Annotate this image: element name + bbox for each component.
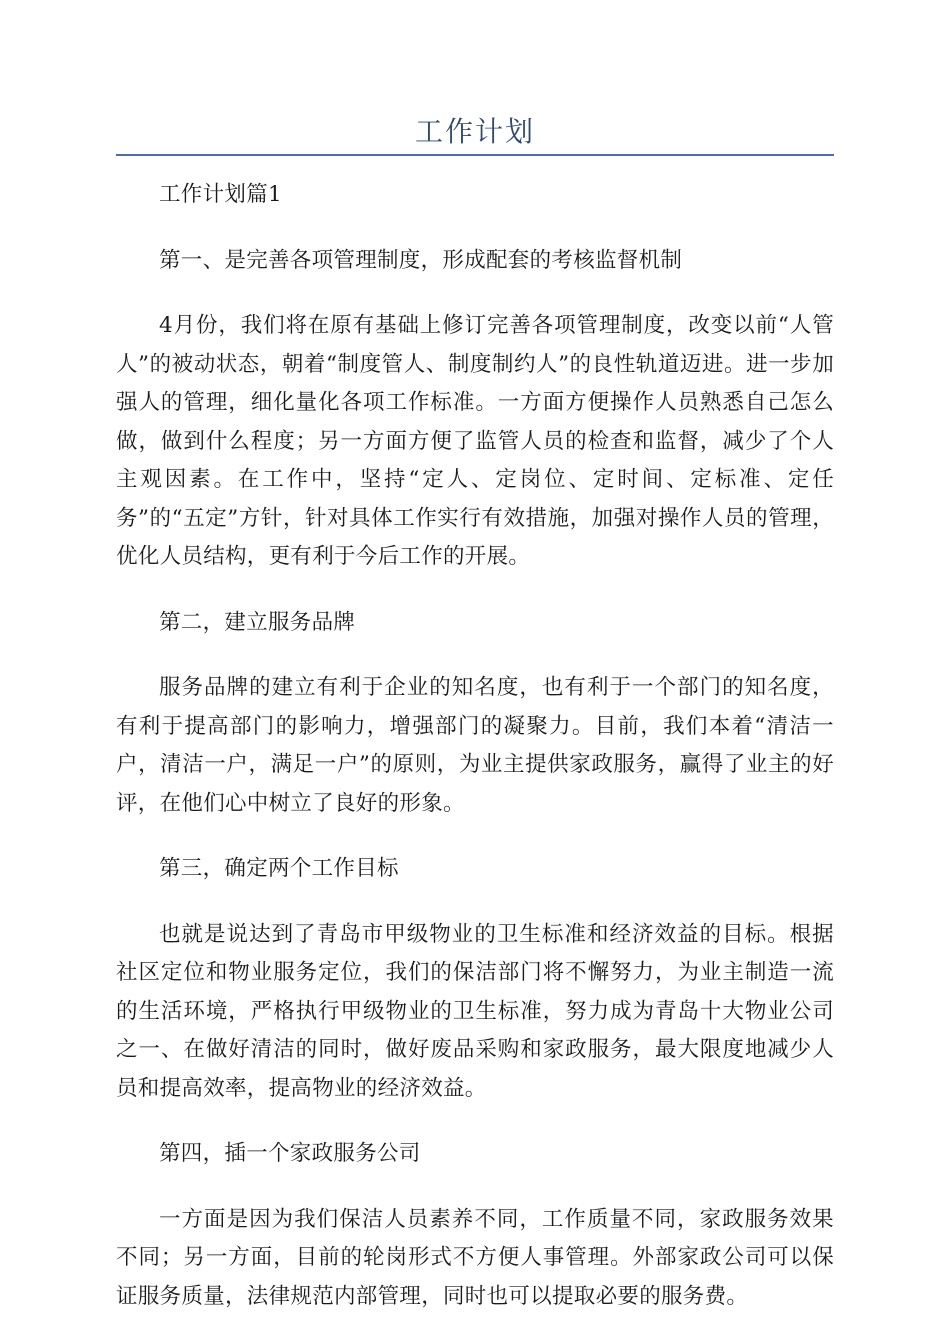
body-paragraph-1: 4月份，我们将在原有基础上修订完善各项管理制度，改变以前“人管人”的被动状态，朝着“制度管人、制度制约人”的良性轨道迈进。进一步加强人的管理，细化量化各项工作标准。一方面方便操作人员熟悉自己怎么做，做到什么程度；另一方面方便了监管人员的检查和监督，减少了个人主观因素。在工作中，坚持“定人、定岗位、定时间、定标准、定任务”的“五定”方针，针对具体工作实行有效措施，加强对操作人员的管理，优化人员结构，更有利于今后工作的开展。 — [116, 313, 834, 569]
section-heading-1: 第一、是完善各项管理制度，形成配套的考核监督机制 — [159, 247, 683, 273]
title-underline — [116, 154, 834, 156]
document-title: 工作计划 — [414, 115, 535, 148]
section-label: 工作计划篇1 — [159, 182, 282, 207]
document-body — [116, 176, 834, 1316]
section-heading-4: 第四，插一个家政服务公司 — [159, 1141, 421, 1166]
section-heading-2: 第二，建立服务品牌 — [159, 609, 356, 635]
section-heading-3: 第三，确定两个工作目标 — [159, 856, 399, 881]
body-paragraph-3: 也就是说达到了青岛市甲级物业的卫生标准和经济效益的目标。根据社区定位和物业服务定位，我们的保洁部门将不懈努力，为业主制造一流的生活环境，严格执行甲级物业的卫生标准，努力成为青岛十大物业公司之一、在做好清洁的同时，做好废品采购和家政服务，最大限度地减少人员和提高效率，提高物业的经济效益。 — [116, 921, 834, 1101]
body-paragraph-2: 服务品牌的建立有利于企业的知名度，也有利于一个部门的知名度，有利于提高部门的影响力，增强部门的凝聚力。目前，我们本着“清洁一户，清洁一户，满足一户”的原则，为业主提供家政服务，赢得了业主的好评，在他们心中树立了良好的形象。 — [116, 675, 834, 816]
body-paragraph-4: 一方面是因为我们保洁人员素养不同，工作质量不同，家政服务效果不同；另一方面，目前的轮岗形式不方便人事管理。外部家政公司可以保证服务质量，法律规范内部管理，同时也可以提取必要的服务费。 — [116, 1206, 834, 1309]
